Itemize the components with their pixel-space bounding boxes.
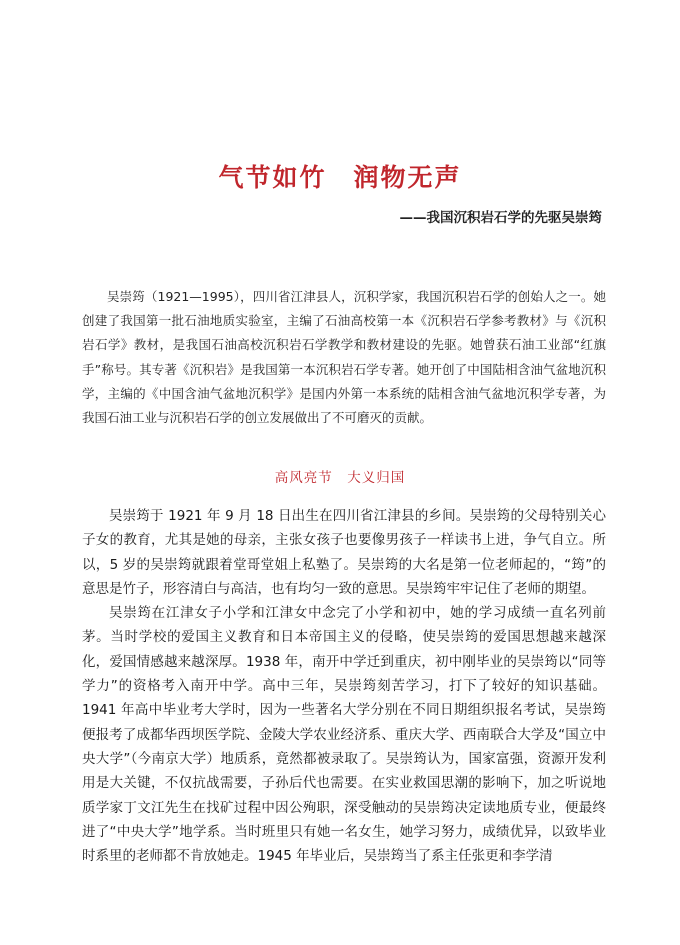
article-body xyxy=(82,504,606,868)
section-heading: 高风亮节 大义归国 xyxy=(274,470,406,486)
body-paragraph: 吴崇筠在江津女子小学和江津女中念完了小学和初中，她的学习成绩一直名列前茅。当时学校的爱国主义教育和日本帝国主义的侵略，使吴崇筠的爱国思想越来越深化，爱国情感越来越深厚。1938 年，南开中学迁到重庆，初中刚毕业的吴崇筠以“同等学力”的资格考入南开中学。高中三年，吴崇筠刻苦学习，打下了较好的知识基础。1941 年高中毕业考大学时，因为一些著名大学分别在不同日期组织报名考试，吴崇筠便报考了成都华西坝医学院、金陵大学农业经济系、重庆大学、西南联合大学及“国立中央大学”（今南京大学）地质系，竟然都被录取了。吴崇筠认为，国家富强，资源开发利用是大关键，不仅抗战需要，子孙后代也需要。在实业救国思潮的影响下，加之听说地质学家丁文江先生在找矿过程中因公殉职，深受触动的吴崇筠决定读地质专业，便最终进了“中央大学”地学系。当时班里只有她一名女生，她学习努力，成绩优异，以致毕业时系里的老师都不肯放她走。1945 年毕业后，吴崇筠当了系主任张更和李学清 xyxy=(82,605,606,865)
body-paragraph: 吴崇筠于 1921 年 9 月 18 日出生在四川省江津县的乡间。吴崇筠的父母特别关心子女的教育，尤其是她的母亲，主张女孩子也要像男孩子一样读书上进，争气自立。所以，5 岁的吴崇筠就跟着堂哥堂姐上私塾了。吴崇筠的大名是第一位老师起的，“筠”的意思是竹子，形容清白与高洁，也有均匀一致的意思。吴崇筠牢牢记住了老师的期望。 xyxy=(82,508,606,597)
article-subtitle: ——我国沉积岩石学的先驱吴崇筠 xyxy=(399,210,602,226)
article-title: 气节如竹 润物无声 xyxy=(218,163,462,192)
article-abstract: 吴崇筠（1921—1995），四川省江津县人，沉积学家，我国沉积岩石学的创始人之一。她创建了我国第一批石油地质实验室，主编了石油高校第一本《沉积岩石学参考教材》与《沉积岩石学》教材，是我国石油高校沉积岩石学教学和教材建设的先驱。她曾获石油工业部“红旗手”称号。其专著《沉积岩》是我国第一本沉积岩石学专著。她开创了中国陆相含油气盆地沉积学，主编的《中国含油气盆地沉积学》是国内外第一本系统的陆相含油气盆地沉积学专著，为我国石油工业与沉积岩石学的创立发展做出了不可磨灭的贡献。 xyxy=(82,289,606,426)
